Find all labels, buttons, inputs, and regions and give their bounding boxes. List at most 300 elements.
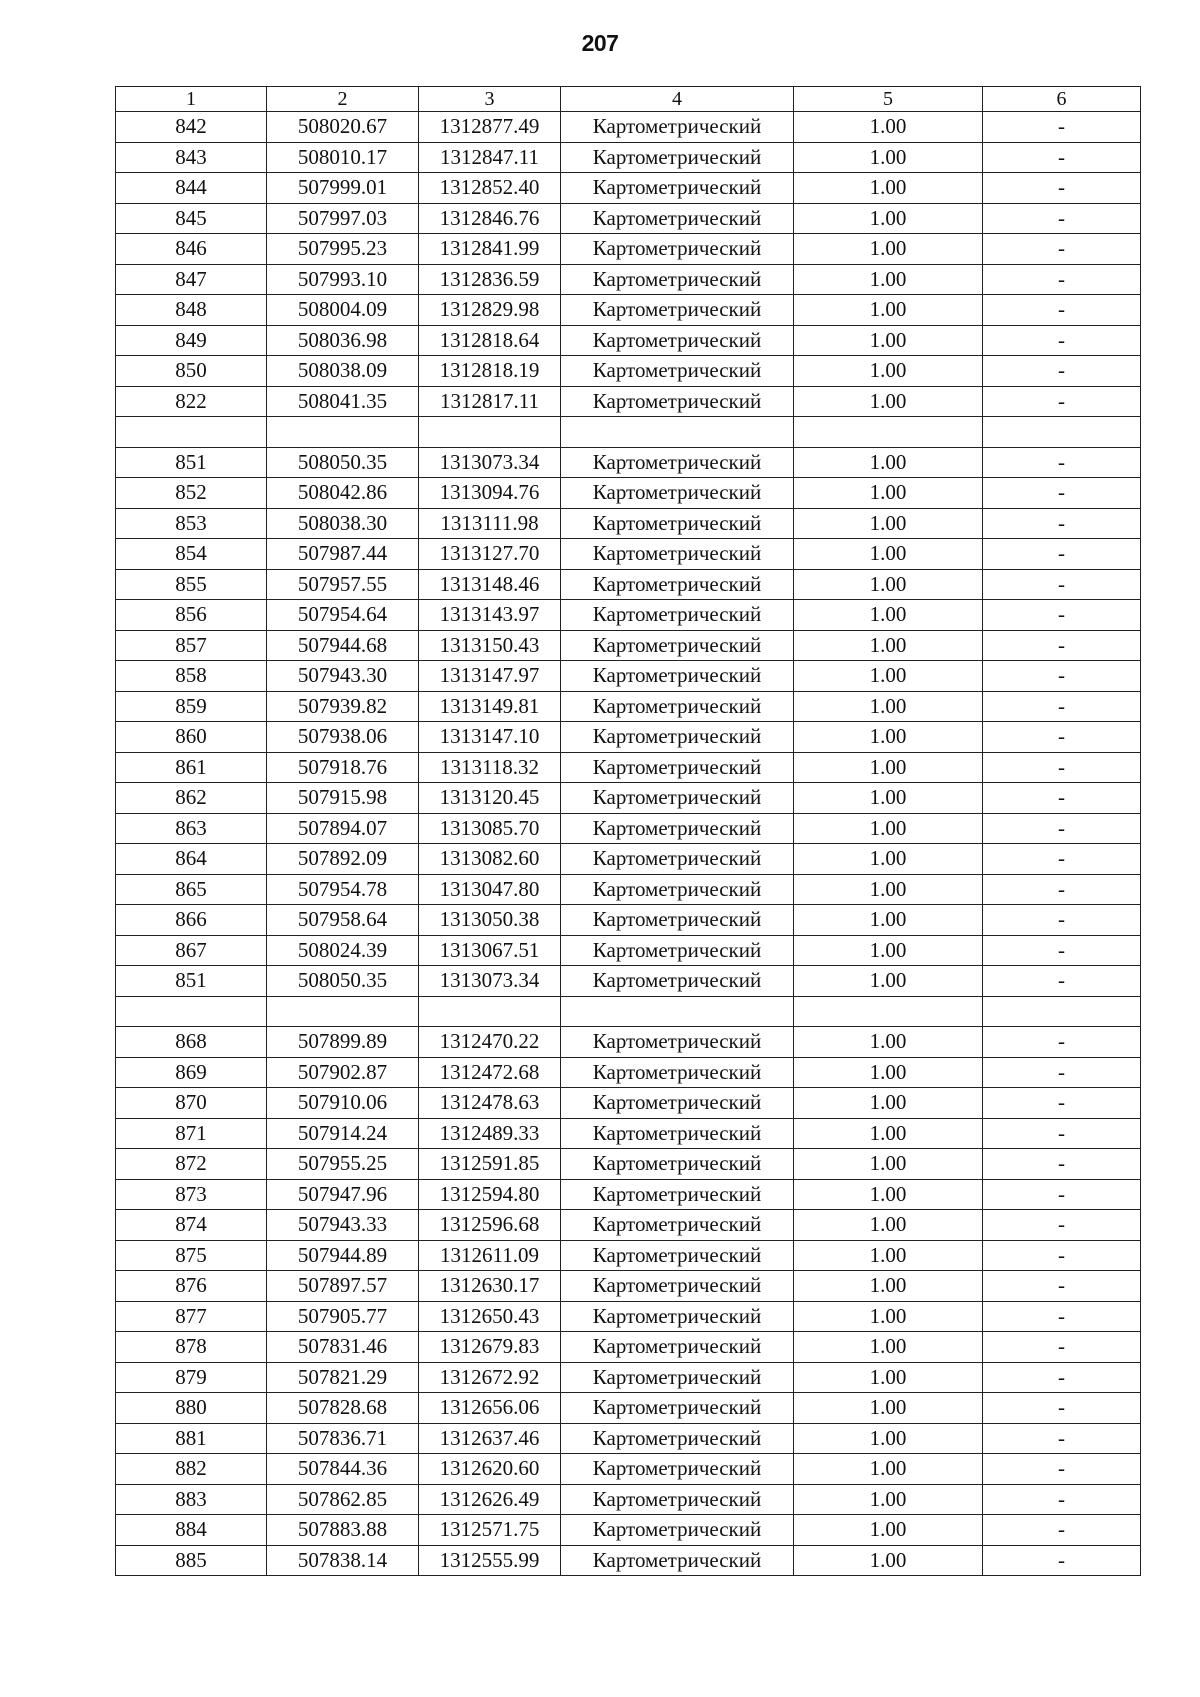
y-coordinate-cell: 1312489.33 [419, 1118, 561, 1149]
point-number-cell [116, 996, 267, 1027]
accuracy-cell: 1.00 [794, 478, 983, 509]
table-row [116, 691, 1141, 722]
table-row [116, 1545, 1141, 1576]
note-cell: - [983, 203, 1141, 234]
x-coordinate-cell: 507914.24 [267, 1118, 419, 1149]
y-coordinate-cell: 1312818.64 [419, 325, 561, 356]
point-number-cell: 883 [116, 1484, 267, 1515]
accuracy-cell: 1.00 [794, 295, 983, 326]
point-number-cell: 866 [116, 905, 267, 936]
y-coordinate-cell: 1313147.97 [419, 661, 561, 692]
accuracy-cell: 1.00 [794, 447, 983, 478]
accuracy-cell [794, 996, 983, 1027]
method-cell: Картометрический [561, 1240, 794, 1271]
table-row [116, 356, 1141, 387]
y-coordinate-cell: 1312470.22 [419, 1027, 561, 1058]
y-coordinate-cell: 1312555.99 [419, 1545, 561, 1576]
table-row [116, 1057, 1141, 1088]
y-coordinate-cell: 1312591.85 [419, 1149, 561, 1180]
table-row [116, 1423, 1141, 1454]
y-coordinate-cell: 1313120.45 [419, 783, 561, 814]
x-coordinate-cell [267, 417, 419, 448]
point-number-cell: 851 [116, 447, 267, 478]
method-cell: Картометрический [561, 630, 794, 661]
x-coordinate-cell: 507957.55 [267, 569, 419, 600]
note-cell: - [983, 295, 1141, 326]
accuracy-cell: 1.00 [794, 173, 983, 204]
point-number-cell: 875 [116, 1240, 267, 1271]
note-cell: - [983, 600, 1141, 631]
accuracy-cell: 1.00 [794, 1240, 983, 1271]
x-coordinate-cell: 507915.98 [267, 783, 419, 814]
y-coordinate-cell: 1313148.46 [419, 569, 561, 600]
header-cell-6: 6 [983, 87, 1141, 112]
table-row [116, 1362, 1141, 1393]
point-number-cell: 874 [116, 1210, 267, 1241]
note-cell: - [983, 935, 1141, 966]
x-coordinate-cell: 508036.98 [267, 325, 419, 356]
table-row [116, 722, 1141, 753]
x-coordinate-cell: 508041.35 [267, 386, 419, 417]
method-cell: Картометрический [561, 1057, 794, 1088]
method-cell: Картометрический [561, 752, 794, 783]
method-cell: Картометрический [561, 905, 794, 936]
accuracy-cell: 1.00 [794, 1362, 983, 1393]
accuracy-cell: 1.00 [794, 1179, 983, 1210]
point-number-cell: 843 [116, 142, 267, 173]
y-coordinate-cell: 1313082.60 [419, 844, 561, 875]
point-number-cell: 867 [116, 935, 267, 966]
point-number-cell: 862 [116, 783, 267, 814]
accuracy-cell: 1.00 [794, 508, 983, 539]
table-row [116, 1027, 1141, 1058]
accuracy-cell: 1.00 [794, 600, 983, 631]
point-number-cell: 857 [116, 630, 267, 661]
y-coordinate-cell: 1313073.34 [419, 447, 561, 478]
accuracy-cell: 1.00 [794, 234, 983, 265]
y-coordinate-cell: 1312611.09 [419, 1240, 561, 1271]
table-row [116, 112, 1141, 143]
y-coordinate-cell: 1313143.97 [419, 600, 561, 631]
x-coordinate-cell: 507997.03 [267, 203, 419, 234]
note-cell: - [983, 844, 1141, 875]
y-coordinate-cell: 1312829.98 [419, 295, 561, 326]
x-coordinate-cell: 507943.33 [267, 1210, 419, 1241]
point-number-cell: 885 [116, 1545, 267, 1576]
table-row [116, 1454, 1141, 1485]
table-row [116, 844, 1141, 875]
table-row [116, 600, 1141, 631]
y-coordinate-cell: 1312817.11 [419, 386, 561, 417]
accuracy-cell: 1.00 [794, 386, 983, 417]
accuracy-cell: 1.00 [794, 813, 983, 844]
y-coordinate-cell: 1312650.43 [419, 1301, 561, 1332]
note-cell: - [983, 1362, 1141, 1393]
accuracy-cell: 1.00 [794, 1301, 983, 1332]
y-coordinate-cell: 1312877.49 [419, 112, 561, 143]
method-cell: Картометрический [561, 813, 794, 844]
method-cell: Картометрический [561, 386, 794, 417]
point-number-cell: 870 [116, 1088, 267, 1119]
point-number-cell: 846 [116, 234, 267, 265]
x-coordinate-cell: 508038.09 [267, 356, 419, 387]
note-cell: - [983, 264, 1141, 295]
table-row [116, 874, 1141, 905]
x-coordinate-cell: 507918.76 [267, 752, 419, 783]
y-coordinate-cell: 1313094.76 [419, 478, 561, 509]
table-row [116, 1240, 1141, 1271]
point-number-cell: 861 [116, 752, 267, 783]
note-cell: - [983, 478, 1141, 509]
method-cell: Картометрический [561, 966, 794, 997]
note-cell: - [983, 1027, 1141, 1058]
table-row [116, 661, 1141, 692]
y-coordinate-cell: 1312620.60 [419, 1454, 561, 1485]
x-coordinate-cell: 507894.07 [267, 813, 419, 844]
note-cell: - [983, 752, 1141, 783]
method-cell: Картометрический [561, 203, 794, 234]
note-cell: - [983, 325, 1141, 356]
point-number-cell: 863 [116, 813, 267, 844]
note-cell: - [983, 1423, 1141, 1454]
accuracy-cell: 1.00 [794, 966, 983, 997]
accuracy-cell: 1.00 [794, 142, 983, 173]
y-coordinate-cell: 1312847.11 [419, 142, 561, 173]
x-coordinate-cell: 507831.46 [267, 1332, 419, 1363]
table-row [116, 1179, 1141, 1210]
table-row [116, 508, 1141, 539]
table-row [116, 630, 1141, 661]
table-row [116, 905, 1141, 936]
y-coordinate-cell: 1312594.80 [419, 1179, 561, 1210]
point-number-cell: 871 [116, 1118, 267, 1149]
x-coordinate-cell: 507999.01 [267, 173, 419, 204]
page-number: 207 [581, 30, 619, 56]
table-row [116, 813, 1141, 844]
x-coordinate-cell: 507944.68 [267, 630, 419, 661]
accuracy-cell: 1.00 [794, 874, 983, 905]
coordinates-table-body [116, 87, 1141, 1576]
note-cell: - [983, 691, 1141, 722]
point-number-cell: 852 [116, 478, 267, 509]
note-cell: - [983, 783, 1141, 814]
y-coordinate-cell: 1312818.19 [419, 356, 561, 387]
note-cell: - [983, 1545, 1141, 1576]
point-number-cell [116, 417, 267, 448]
method-cell: Картометрический [561, 1484, 794, 1515]
header-cell-5: 5 [794, 87, 983, 112]
x-coordinate-cell: 507899.89 [267, 1027, 419, 1058]
method-cell: Картометрический [561, 1149, 794, 1180]
y-coordinate-cell: 1313147.10 [419, 722, 561, 753]
accuracy-cell: 1.00 [794, 752, 983, 783]
method-cell: Картометрический [561, 691, 794, 722]
note-cell: - [983, 1515, 1141, 1546]
table-row [116, 1149, 1141, 1180]
x-coordinate-cell: 508024.39 [267, 935, 419, 966]
point-number-cell: 880 [116, 1393, 267, 1424]
note-cell: - [983, 1240, 1141, 1271]
table-row [116, 539, 1141, 570]
x-coordinate-cell [267, 996, 419, 1027]
x-coordinate-cell: 507844.36 [267, 1454, 419, 1485]
accuracy-cell: 1.00 [794, 112, 983, 143]
note-cell: - [983, 1393, 1141, 1424]
table-row [116, 1393, 1141, 1424]
table-row [116, 1118, 1141, 1149]
method-cell: Картометрический [561, 783, 794, 814]
point-number-cell: 876 [116, 1271, 267, 1302]
method-cell: Картометрический [561, 325, 794, 356]
method-cell: Картометрический [561, 295, 794, 326]
note-cell: - [983, 447, 1141, 478]
method-cell: Картометрический [561, 1362, 794, 1393]
x-coordinate-cell: 507897.57 [267, 1271, 419, 1302]
x-coordinate-cell: 507954.64 [267, 600, 419, 631]
accuracy-cell: 1.00 [794, 935, 983, 966]
point-number-cell: 842 [116, 112, 267, 143]
note-cell: - [983, 356, 1141, 387]
method-cell: Картометрический [561, 142, 794, 173]
point-number-cell: 850 [116, 356, 267, 387]
point-number-cell: 845 [116, 203, 267, 234]
note-cell: - [983, 569, 1141, 600]
x-coordinate-cell: 507910.06 [267, 1088, 419, 1119]
accuracy-cell: 1.00 [794, 1515, 983, 1546]
method-cell: Картометрический [561, 173, 794, 204]
table-row [116, 966, 1141, 997]
method-cell: Картометрический [561, 1027, 794, 1058]
table-row [116, 752, 1141, 783]
table-row [116, 173, 1141, 204]
header-cell-4: 4 [561, 87, 794, 112]
y-coordinate-cell: 1312656.06 [419, 1393, 561, 1424]
accuracy-cell: 1.00 [794, 356, 983, 387]
y-coordinate-cell: 1313073.34 [419, 966, 561, 997]
x-coordinate-cell: 507902.87 [267, 1057, 419, 1088]
spacer-row [116, 417, 1141, 448]
point-number-cell: 849 [116, 325, 267, 356]
coordinates-table [115, 86, 1141, 1576]
note-cell: - [983, 142, 1141, 173]
method-cell: Картометрический [561, 1210, 794, 1241]
method-cell: Картометрический [561, 478, 794, 509]
x-coordinate-cell: 507958.64 [267, 905, 419, 936]
point-number-cell: 864 [116, 844, 267, 875]
y-coordinate-cell: 1312596.68 [419, 1210, 561, 1241]
table-row [116, 569, 1141, 600]
table-row [116, 1515, 1141, 1546]
spacer-row [116, 996, 1141, 1027]
accuracy-cell: 1.00 [794, 630, 983, 661]
x-coordinate-cell: 507939.82 [267, 691, 419, 722]
x-coordinate-cell: 507954.78 [267, 874, 419, 905]
method-cell: Картометрический [561, 1118, 794, 1149]
table-row [116, 1484, 1141, 1515]
x-coordinate-cell: 507943.30 [267, 661, 419, 692]
note-cell: - [983, 661, 1141, 692]
y-coordinate-cell: 1313067.51 [419, 935, 561, 966]
y-coordinate-cell: 1312478.63 [419, 1088, 561, 1119]
method-cell: Картометрический [561, 1545, 794, 1576]
note-cell: - [983, 966, 1141, 997]
note-cell: - [983, 1484, 1141, 1515]
y-coordinate-cell: 1313085.70 [419, 813, 561, 844]
note-cell: - [983, 1271, 1141, 1302]
table-row [116, 264, 1141, 295]
x-coordinate-cell: 507987.44 [267, 539, 419, 570]
method-cell: Картометрический [561, 1332, 794, 1363]
accuracy-cell: 1.00 [794, 1484, 983, 1515]
note-cell: - [983, 508, 1141, 539]
note-cell [983, 417, 1141, 448]
note-cell: - [983, 1301, 1141, 1332]
point-number-cell: 884 [116, 1515, 267, 1546]
point-number-cell: 882 [116, 1454, 267, 1485]
y-coordinate-cell [419, 996, 561, 1027]
point-number-cell: 822 [116, 386, 267, 417]
accuracy-cell: 1.00 [794, 1118, 983, 1149]
accuracy-cell: 1.00 [794, 1545, 983, 1576]
y-coordinate-cell: 1312571.75 [419, 1515, 561, 1546]
y-coordinate-cell: 1313118.32 [419, 752, 561, 783]
table-row [116, 325, 1141, 356]
header-cell-1: 1 [116, 87, 267, 112]
table-row [116, 478, 1141, 509]
table-row [116, 1088, 1141, 1119]
table-row [116, 447, 1141, 478]
accuracy-cell: 1.00 [794, 569, 983, 600]
point-number-cell: 877 [116, 1301, 267, 1332]
y-coordinate-cell: 1312626.49 [419, 1484, 561, 1515]
note-cell: - [983, 1454, 1141, 1485]
accuracy-cell [794, 417, 983, 448]
method-cell: Картометрический [561, 1301, 794, 1332]
point-number-cell: 881 [116, 1423, 267, 1454]
y-coordinate-cell: 1312630.17 [419, 1271, 561, 1302]
x-coordinate-cell: 507955.25 [267, 1149, 419, 1180]
point-number-cell: 847 [116, 264, 267, 295]
accuracy-cell: 1.00 [794, 783, 983, 814]
y-coordinate-cell: 1312637.46 [419, 1423, 561, 1454]
method-cell [561, 996, 794, 1027]
table-row [116, 203, 1141, 234]
accuracy-cell: 1.00 [794, 1057, 983, 1088]
point-number-cell: 879 [116, 1362, 267, 1393]
point-number-cell: 848 [116, 295, 267, 326]
point-number-cell: 873 [116, 1179, 267, 1210]
table-row [116, 1301, 1141, 1332]
y-coordinate-cell: 1313149.81 [419, 691, 561, 722]
note-cell: - [983, 630, 1141, 661]
note-cell: - [983, 1210, 1141, 1241]
accuracy-cell: 1.00 [794, 691, 983, 722]
x-coordinate-cell: 507892.09 [267, 844, 419, 875]
table-row [116, 295, 1141, 326]
point-number-cell: 869 [116, 1057, 267, 1088]
point-number-cell: 854 [116, 539, 267, 570]
table-row [116, 783, 1141, 814]
method-cell: Картометрический [561, 874, 794, 905]
method-cell: Картометрический [561, 935, 794, 966]
accuracy-cell: 1.00 [794, 325, 983, 356]
accuracy-cell: 1.00 [794, 203, 983, 234]
note-cell: - [983, 1332, 1141, 1363]
y-coordinate-cell: 1313150.43 [419, 630, 561, 661]
method-cell: Картометрический [561, 1515, 794, 1546]
point-number-cell: 855 [116, 569, 267, 600]
note-cell: - [983, 1118, 1141, 1149]
table-row [116, 935, 1141, 966]
y-coordinate-cell: 1312846.76 [419, 203, 561, 234]
method-cell: Картометрический [561, 1454, 794, 1485]
header-cell-2: 2 [267, 87, 419, 112]
x-coordinate-cell: 508004.09 [267, 295, 419, 326]
header-cell-3: 3 [419, 87, 561, 112]
accuracy-cell: 1.00 [794, 1027, 983, 1058]
method-cell: Картометрический [561, 447, 794, 478]
method-cell: Картометрический [561, 234, 794, 265]
method-cell: Картометрический [561, 569, 794, 600]
point-number-cell: 851 [116, 966, 267, 997]
accuracy-cell: 1.00 [794, 539, 983, 570]
note-cell: - [983, 1149, 1141, 1180]
accuracy-cell: 1.00 [794, 1332, 983, 1363]
accuracy-cell: 1.00 [794, 661, 983, 692]
table-row [116, 234, 1141, 265]
accuracy-cell: 1.00 [794, 1454, 983, 1485]
note-cell: - [983, 1179, 1141, 1210]
note-cell: - [983, 722, 1141, 753]
accuracy-cell: 1.00 [794, 1423, 983, 1454]
table-row [116, 1210, 1141, 1241]
accuracy-cell: 1.00 [794, 1088, 983, 1119]
note-cell: - [983, 234, 1141, 265]
x-coordinate-cell: 507883.88 [267, 1515, 419, 1546]
x-coordinate-cell: 507836.71 [267, 1423, 419, 1454]
note-cell: - [983, 173, 1141, 204]
y-coordinate-cell: 1313050.38 [419, 905, 561, 936]
x-coordinate-cell: 507944.89 [267, 1240, 419, 1271]
y-coordinate-cell: 1312852.40 [419, 173, 561, 204]
note-cell: - [983, 1057, 1141, 1088]
x-coordinate-cell: 507995.23 [267, 234, 419, 265]
method-cell: Картометрический [561, 1271, 794, 1302]
note-cell: - [983, 813, 1141, 844]
x-coordinate-cell: 508050.35 [267, 966, 419, 997]
x-coordinate-cell: 507905.77 [267, 1301, 419, 1332]
x-coordinate-cell: 507838.14 [267, 1545, 419, 1576]
point-number-cell: 856 [116, 600, 267, 631]
method-cell: Картометрический [561, 539, 794, 570]
table-row [116, 386, 1141, 417]
method-cell: Картометрический [561, 1423, 794, 1454]
point-number-cell: 853 [116, 508, 267, 539]
point-number-cell: 878 [116, 1332, 267, 1363]
y-coordinate-cell: 1312841.99 [419, 234, 561, 265]
point-number-cell: 859 [116, 691, 267, 722]
accuracy-cell: 1.00 [794, 1210, 983, 1241]
accuracy-cell: 1.00 [794, 905, 983, 936]
note-cell: - [983, 1088, 1141, 1119]
x-coordinate-cell: 508020.67 [267, 112, 419, 143]
method-cell [561, 417, 794, 448]
x-coordinate-cell: 508050.35 [267, 447, 419, 478]
point-number-cell: 868 [116, 1027, 267, 1058]
x-coordinate-cell: 507821.29 [267, 1362, 419, 1393]
point-number-cell: 860 [116, 722, 267, 753]
note-cell: - [983, 905, 1141, 936]
